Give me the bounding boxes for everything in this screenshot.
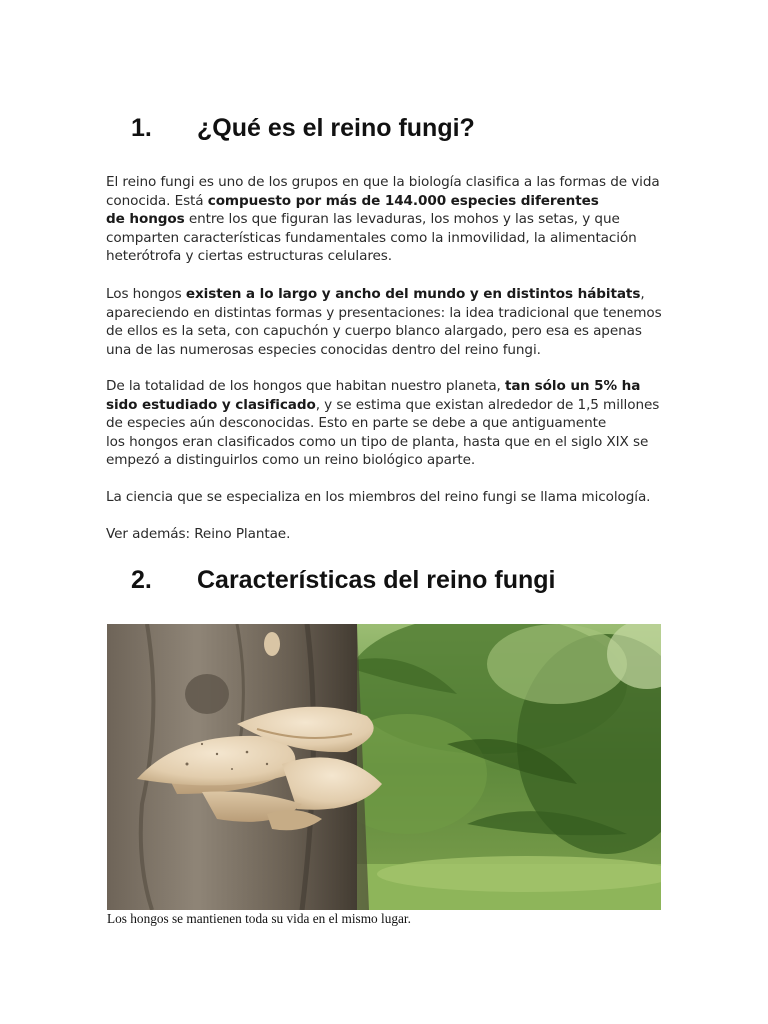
section-title: ¿Qué es el reino fungi? [197,114,475,142]
text-span: , y se estima que existan alrededor de 1,5 millones [315,396,660,413]
text-line: apareciendo en distintas formas y presentaciones: la idea tradicional que tenemos [106,304,662,321]
text-line [106,285,666,304]
paragraph-mycology: La ciencia que se especializa en los miembros del reino fungi se llama micología. [106,489,651,505]
text-line: una de las numerosas especies conocidas dentro del reino fungi. [106,341,541,358]
bold-text: compuesto por más de 144.000 especies diferentes [207,192,599,209]
text-span: , [640,286,645,302]
figure-caption: Los hongos se mantienen toda su vida en el mismo lugar. [107,911,411,926]
text-span: Los hongos [106,286,186,302]
text-span: De la totalidad de los hongos que habitan nuestro planeta, [106,378,505,394]
section-heading-2 [131,566,555,595]
see-also-text: Ver además: Reino Plantae. [106,526,291,542]
text-span: entre los que figuran las levaduras, los mohos y las setas, y que [184,211,620,228]
paragraph-habitats [106,285,666,359]
text-line: de ellos es la seta, con capuchón y cuerpo blanco alargado, pero esa es apenas [106,323,642,340]
section-number: 2. [131,566,152,594]
section-heading-1 [131,114,475,143]
paragraph-studied [106,377,666,470]
section-title: Características del reino fungi [197,566,556,594]
text-line: empezó a distinguirlos como un reino biológico aparte. [106,452,476,469]
text-line: El reino fungi es uno de los grupos en que la biología clasifica a las formas de vida [106,174,660,190]
text-line: heterótrofa y ciertas estructuras celulares. [106,248,393,265]
text-line: de especies aún desconocidas. Esto en parte se debe a que antiguamente [106,415,607,432]
section-number: 1. [131,114,152,142]
bold-text: de hongos [106,211,185,228]
bold-text: sido estudiado y clasificado [106,396,316,413]
text-line [106,210,666,229]
text-line [106,377,666,396]
text-line [106,396,666,415]
mushroom-on-tree-photo [107,624,661,910]
text-line [106,192,666,211]
text-span: conocida. Está [106,192,208,209]
paragraph-intro [106,173,666,266]
bold-text: tan sólo un 5% ha [505,378,641,394]
bold-text: existen a lo largo y ancho del mundo y en distintos hábitats [185,286,641,302]
text-line: comparten características fundamentales como la inmovilidad, la alimentación [106,229,637,246]
text-line: los hongos eran clasificados como un tipo de planta, hasta que en el siglo XIX se [106,433,649,450]
